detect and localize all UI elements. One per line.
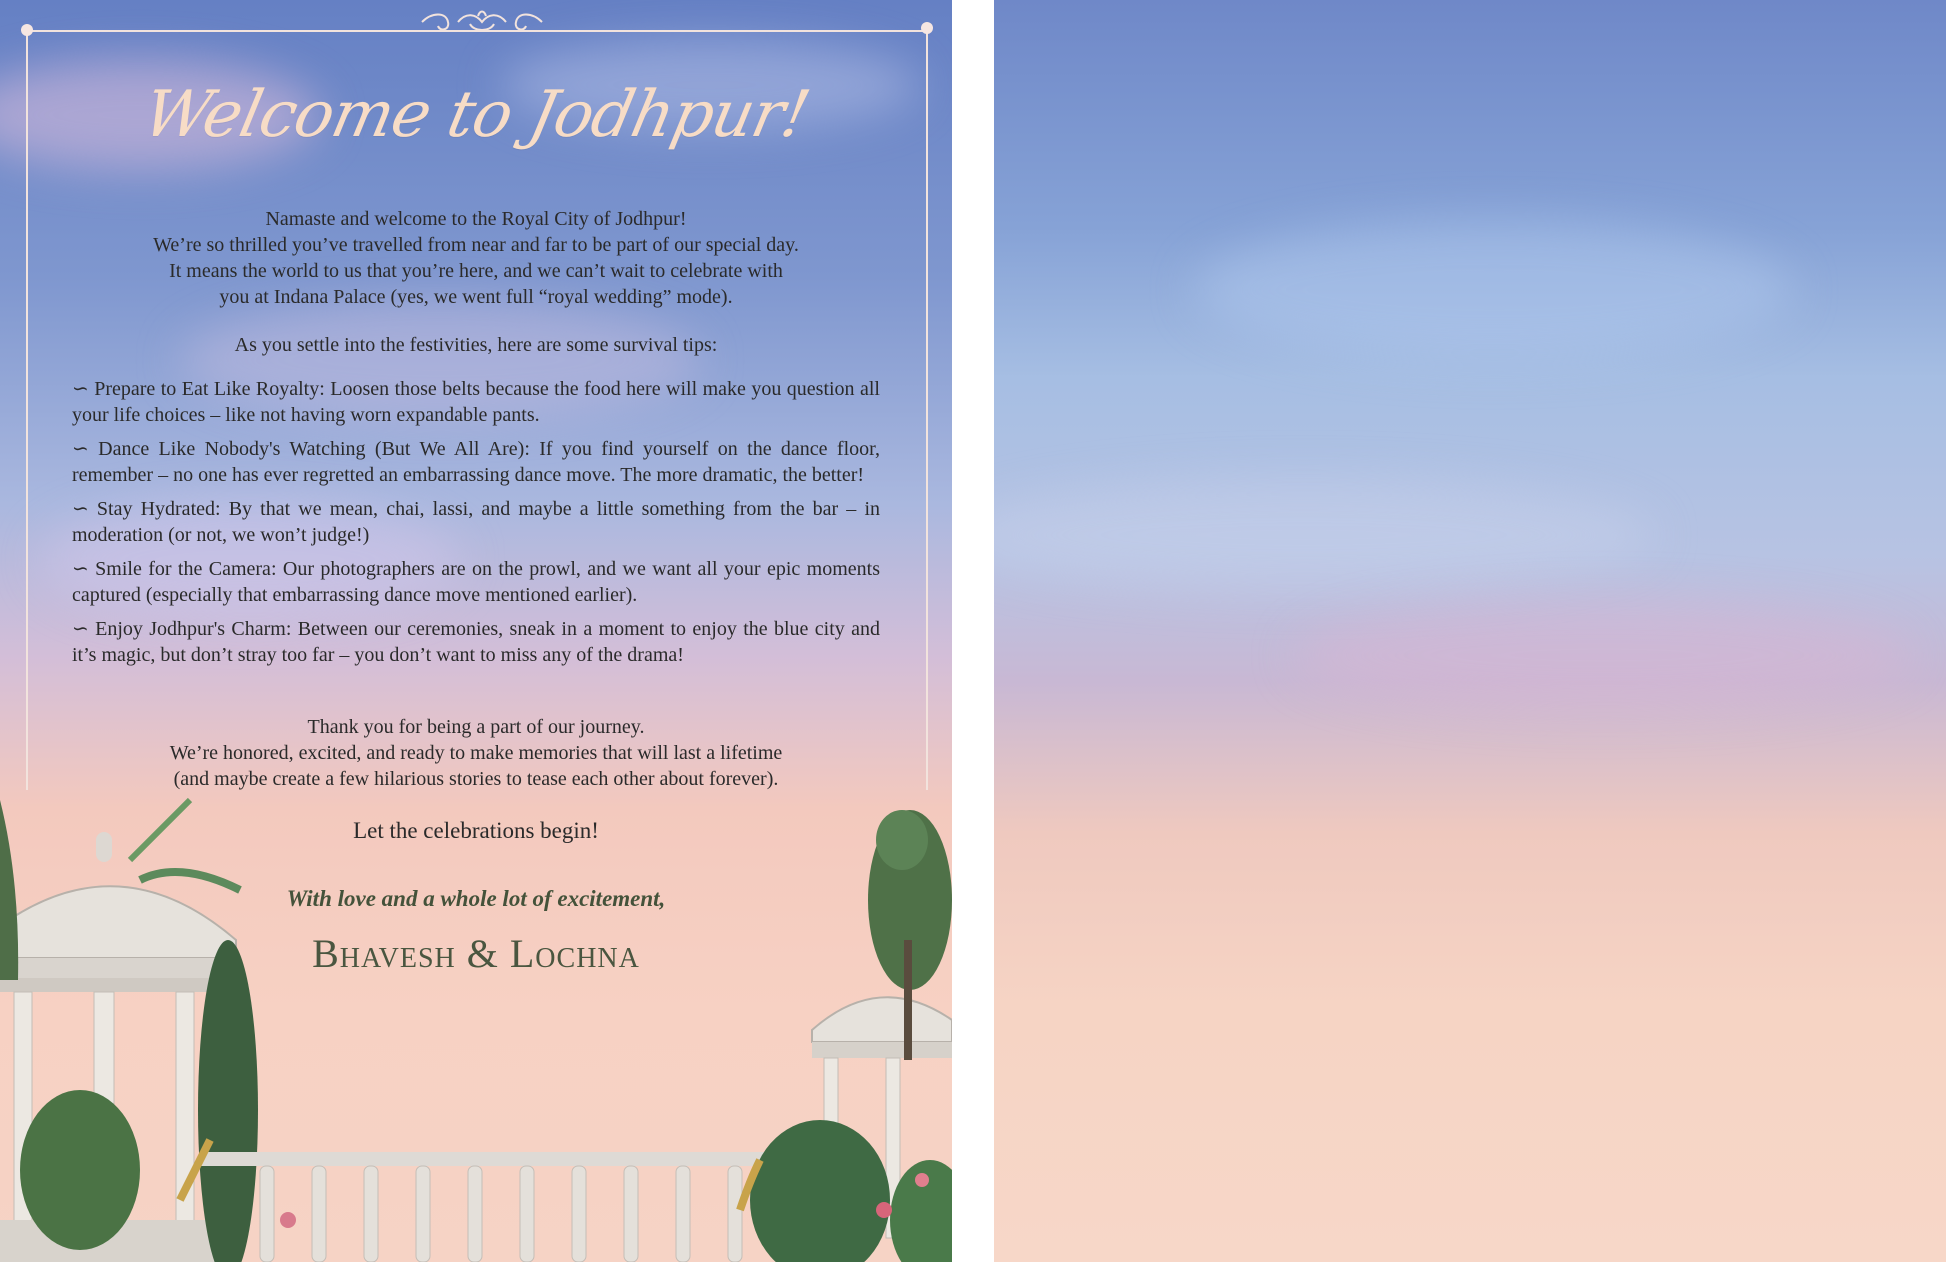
closing-line: We’re honored, excited, and ready to make memories that will last a lifetime bbox=[169, 742, 783, 764]
welcome-title: Welcome to Jodhpur! bbox=[136, 78, 816, 152]
tips-heading: As you settle into the festivities, here are some survival tips: bbox=[234, 334, 718, 356]
intro-line: We’re so thrilled you’ve travelled from near and far to be part of our special day. bbox=[153, 234, 799, 256]
intro-paragraph bbox=[0, 206, 952, 310]
tip-item: ∽ Enjoy Jodhpur's Charm: Between our ceremonies, sneak in a moment to enjoy the blue city and it’s magic, but don’t stray too far – you don’t want to miss any of the drama! bbox=[72, 618, 880, 666]
tips-list bbox=[72, 376, 880, 676]
signoff-line: With love and a whole lot of excitement, bbox=[286, 886, 666, 911]
tip-item: ∽ Stay Hydrated: By that we mean, chai, lassi, and maybe a little something from the bar – in moderation (or not, we won’t judge!) bbox=[72, 498, 880, 546]
frame-corner-dot bbox=[921, 22, 933, 34]
intro-line: you at Indana Palace (yes, we went full “royal wedding” mode). bbox=[219, 286, 733, 308]
intro-line: Namaste and welcome to the Royal City of Jodhpur! bbox=[265, 208, 687, 230]
garden-illustration bbox=[0, 780, 952, 1262]
tip-item: ∽ Smile for the Camera: Our photographers are on the prowl, and we want all your epic moments captured (especially that embarrassing dance move mentioned earlier). bbox=[72, 558, 880, 606]
blank-sky-card bbox=[994, 0, 1946, 1262]
closing-line: (and maybe create a few hilarious stories to tease each other about forever). bbox=[173, 768, 779, 790]
ornament-icon bbox=[418, 8, 546, 36]
couple-names: Bhavesh & Lochna bbox=[312, 931, 640, 976]
celebrate-line: Let the celebrations begin! bbox=[353, 818, 599, 843]
frame-corner-dot bbox=[21, 24, 33, 36]
welcome-card bbox=[0, 0, 952, 1262]
intro-line: It means the world to us that you’re here, and we can’t wait to celebrate with bbox=[169, 260, 783, 282]
cloud-decoration bbox=[1194, 220, 1794, 360]
cloud-decoration bbox=[1294, 600, 1914, 710]
cloud-decoration bbox=[994, 480, 1654, 590]
tip-item: ∽ Dance Like Nobody's Watching (But We All Are): If you find yourself on the dance floor, remember – no one has ever regretted an embarrassing dance move. The more dramatic, the better! bbox=[72, 438, 880, 486]
closing-line: Thank you for being a part of our journey. bbox=[307, 716, 645, 738]
tip-item: ∽ Prepare to Eat Like Royalty: Loosen those belts because the food here will make you question all your life choices – like not having worn expandable pants. bbox=[72, 378, 880, 426]
